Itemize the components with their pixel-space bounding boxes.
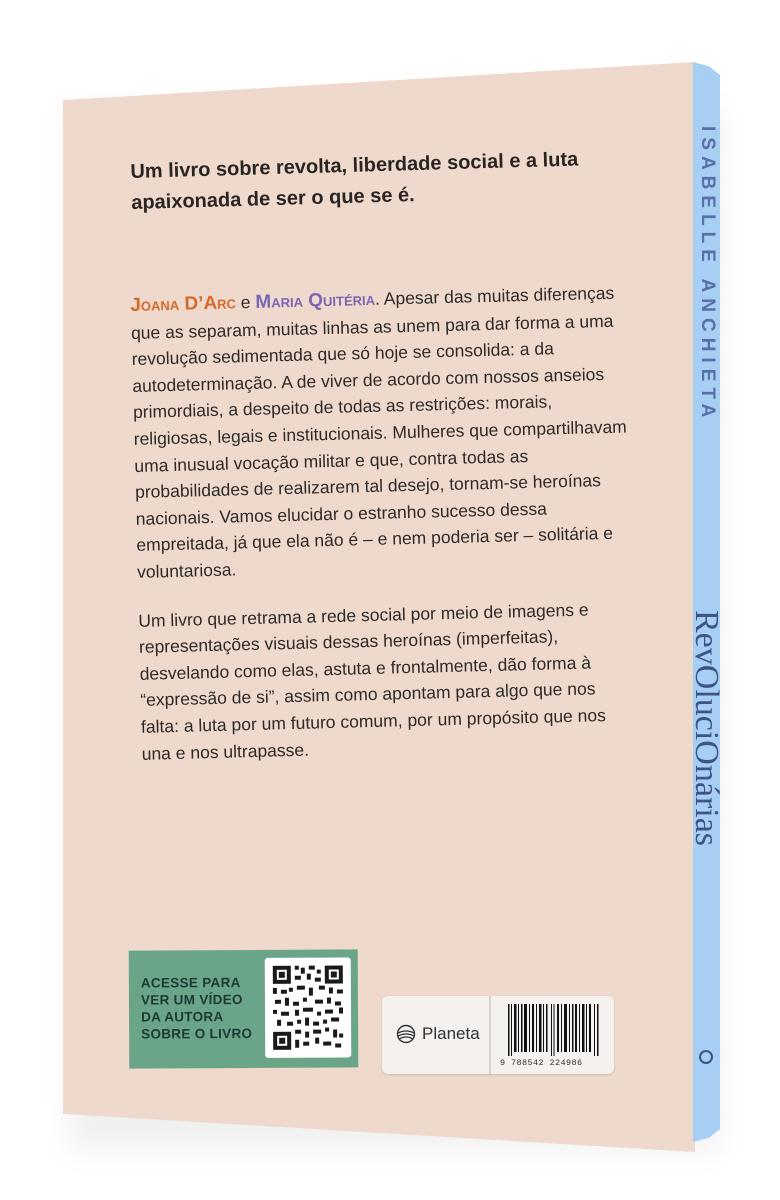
qr-promo-box — [129, 949, 359, 1068]
cover-tagline: Um livro sobre revolta, liberdade social e a luta apaixonada de ser o que se é. — [130, 148, 579, 214]
name-connector: e — [235, 291, 256, 313]
publisher-name: Planeta — [422, 1024, 480, 1043]
barcode-number: 9 788542 224986 — [500, 1058, 583, 1068]
qr-label: ACESSE PARA VER UM VÍDEO DA AUTORA SOBRE O LIVRO — [140, 975, 253, 1042]
synopsis-paragraph-2: Um livro que retrama a rede social por meio de imagens e representações visuais dessas heroínas (imperfeitas), desvelando como elas, astuta e frontalmente, dão forma à “expressão de si”, assim como apontam para algo que nos falta: a luta por um futuro comum, por um propósito que nos una e nos ultrapasse. — [138, 599, 607, 764]
name-joana-darc: Joana D’Arc — [130, 292, 237, 316]
paragraph-1-text: . Apesar das muitas diferenças que as separam, muitas linhas as unem para dar forma a uma revolução sedimentada que só hoje se consolida: a da autodeterminação. A de viver de acordo com nossos anseios primordiais, a despeito de todas as restrições: morais, religiosas, legais e institucionais. Mulheres que compartilhavam uma inusual vocação militar e que, contra todas as probabilidades de realizarem tal desejo, tornam-se heroínas nacionais. Vamos elucidar o estranho sucesso dessa empreitada, já que ela não é – e nem poderia ser – solitária e voluntariosa. — [130, 282, 627, 582]
planeta-icon — [699, 1050, 713, 1064]
publisher-logo — [396, 1024, 480, 1044]
publisher-barcode-label — [382, 996, 614, 1074]
name-maria-quiteria: Maria Quitéria — [255, 288, 376, 313]
cover-synopsis — [130, 279, 637, 788]
label-divider — [489, 996, 491, 1074]
spine-title: RevOluciOnárias — [688, 610, 725, 847]
qr-code-icon[interactable] — [265, 957, 352, 1057]
planeta-globe-icon — [396, 1024, 416, 1044]
barcode-icon — [508, 1004, 600, 1056]
spine-author: ISABELLE ANCHIETA — [697, 126, 718, 424]
synopsis-paragraph-1 — [130, 279, 632, 585]
